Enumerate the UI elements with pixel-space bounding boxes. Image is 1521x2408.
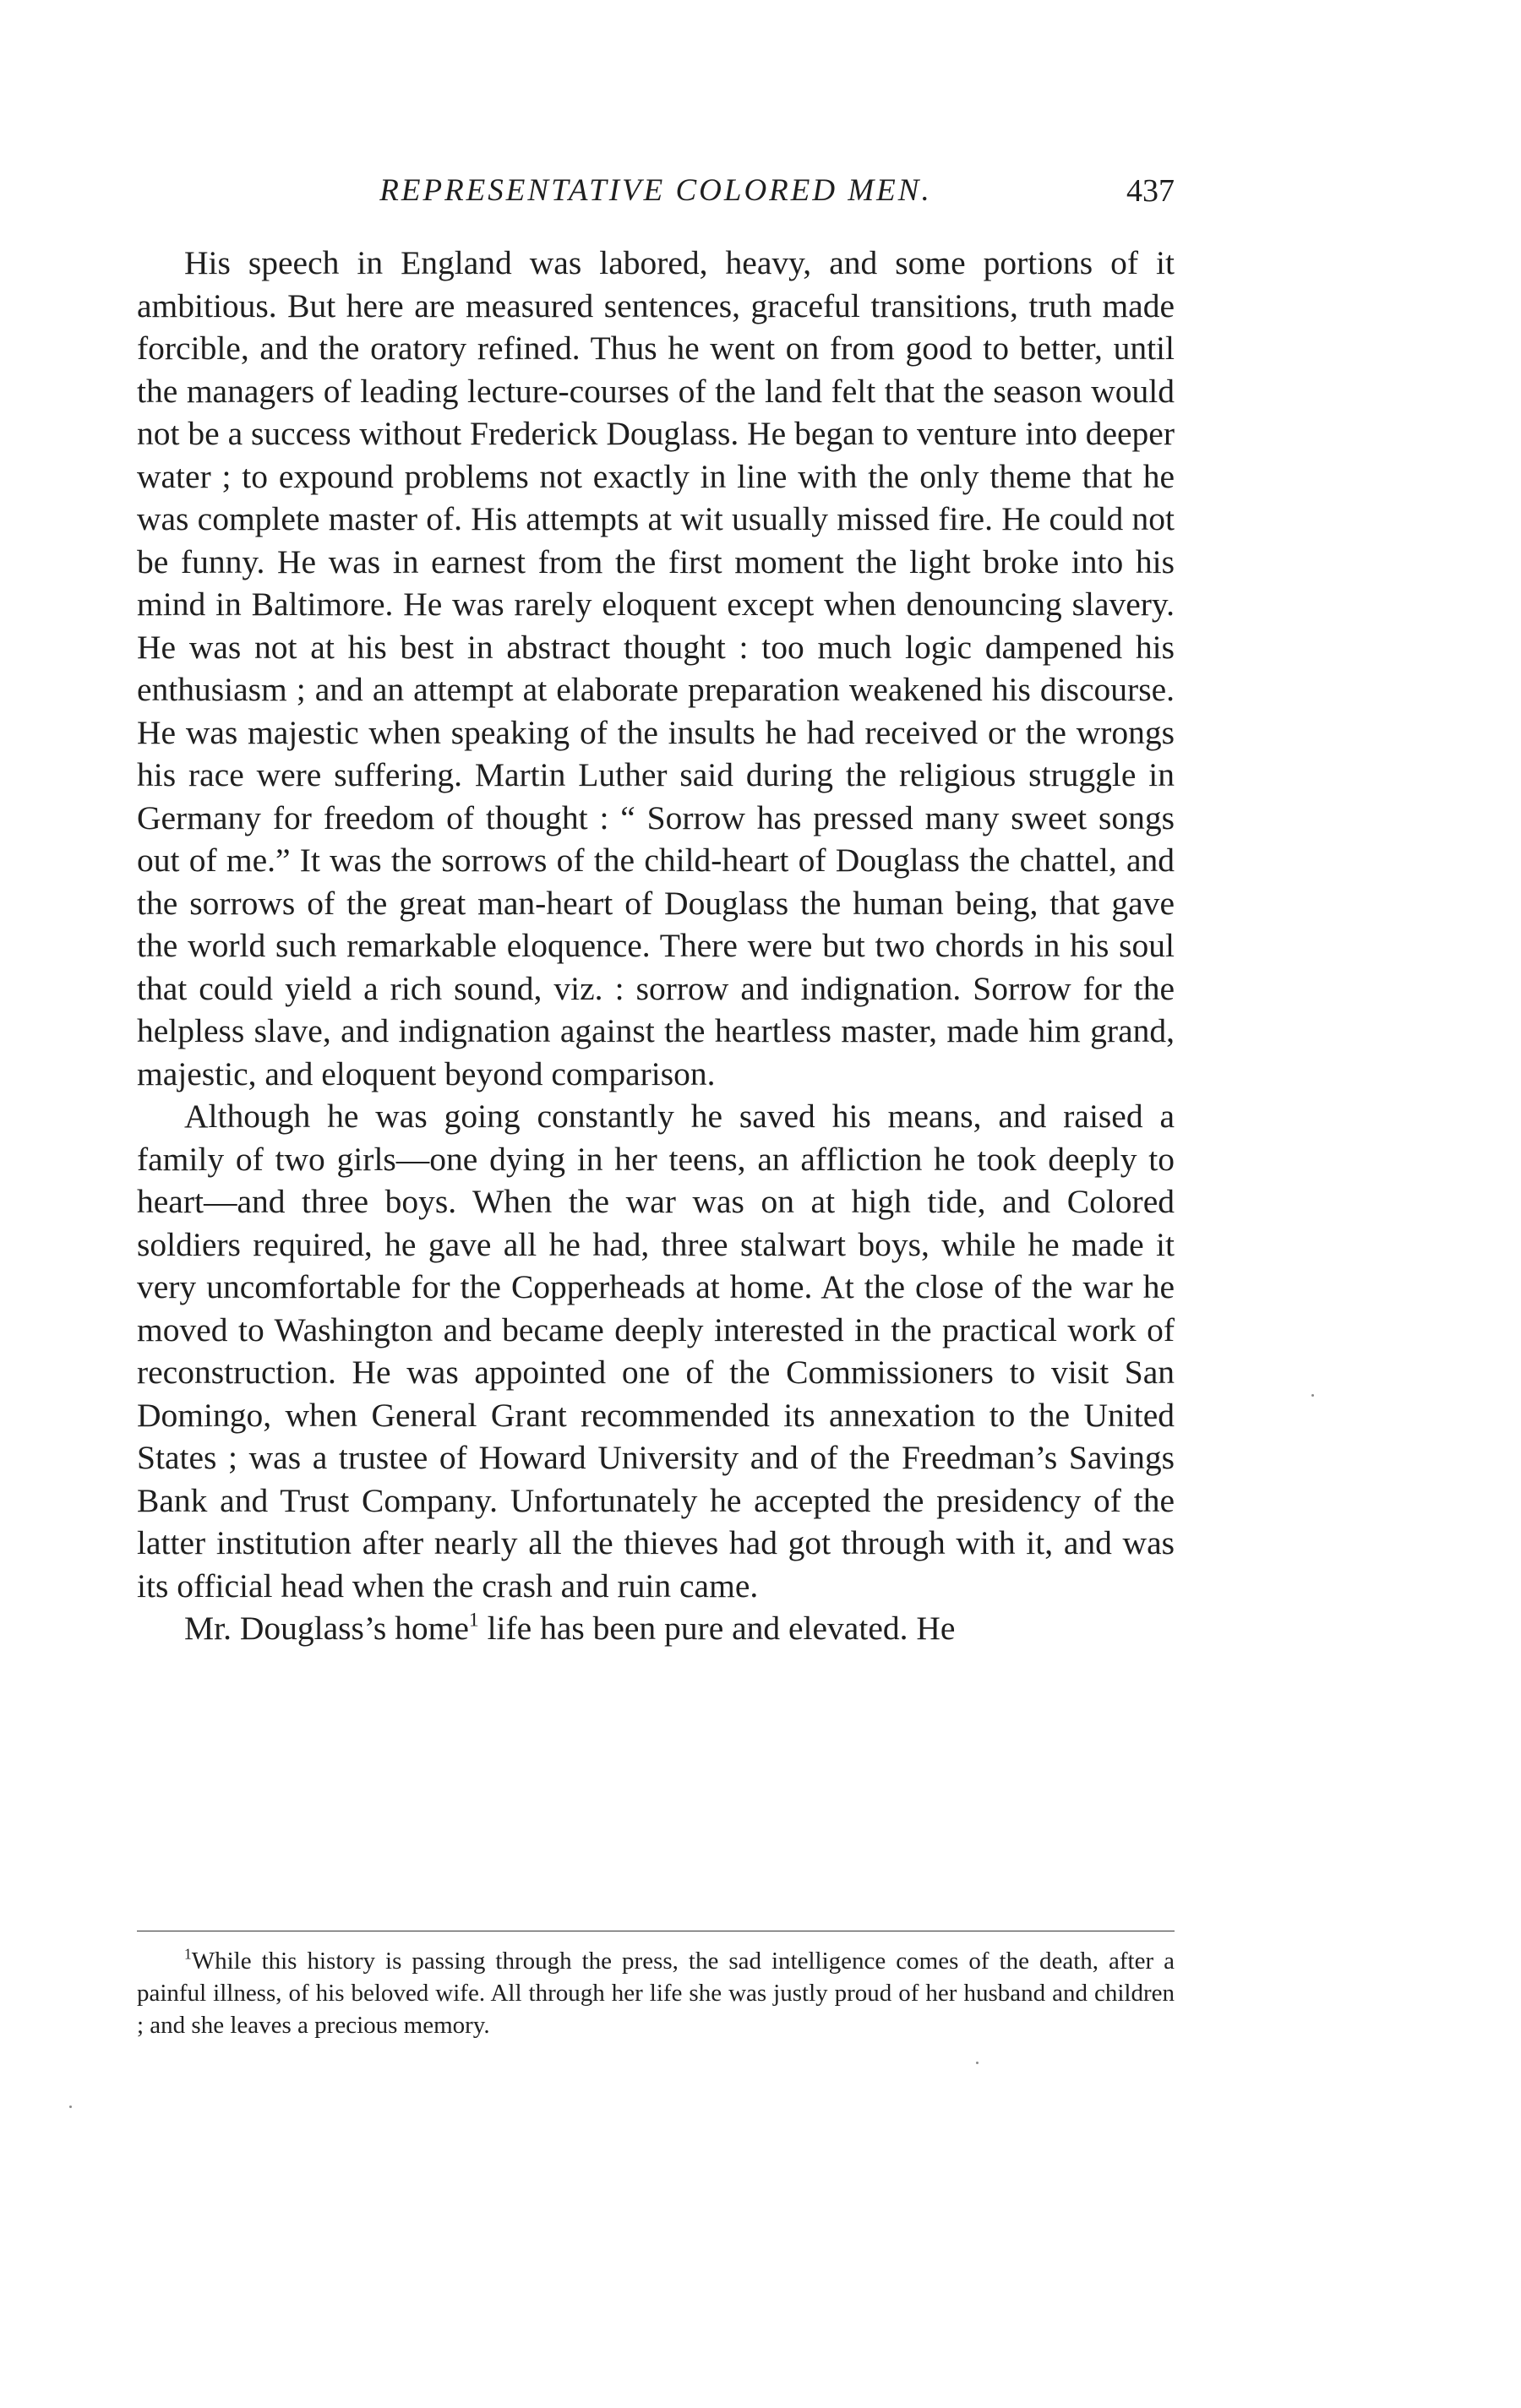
paper-speck — [976, 2062, 979, 2064]
running-head — [137, 166, 1175, 216]
paragraph-home-life-end: life has been pure and elevated. He — [478, 1610, 956, 1647]
body-text — [137, 242, 1175, 1650]
paragraph-speech-and-oratory: His speech in England was labored, heavy, and some portions of it ambitious. But here are measured sentences, graceful transitions, truth made forcible, and the oratory refined. Thus he went on from good to better, until the managers of leading lecture-courses of the land felt that the season would not be a success without Frederick Douglass. He began to venture into deeper water ; to expound problems not exactly in line with the only theme that he was complete master of. His attempts at wit usually missed fire. He could not be funny. He was in earnest from the first moment the light broke into his mind in Baltimore. He was rarely eloquent except when denouncing slavery. He was not at his best in abstract thought : too much logic dampened his enthusiasm ; and an attempt at elaborate preparation weakened his discourse. He was majestic when speaking of the insults he had received or the wrongs his race were suffering. Martin Luther said during the religious struggle in Germany for freedom of thought : “ Sorrow has pressed many sweet songs out of me.” It was the sorrows of the child-heart of Douglass the chattel, and the sorrows of the great man-heart of Douglass the human being, that gave the world such remarkable eloquence. There were but two chords in his soul that could yield a rich sound, viz. : sorrow and indignation. Sorrow for the helpless slave, and indignation against the heartless master, made him grand, majestic, and eloquent beyond comparison. — [137, 244, 1175, 1092]
paper-speck — [1311, 1394, 1314, 1397]
paragraph-family-and-career: Although he was going constantly he saved his means, and raised a family of two girls—one dying in her teens, an affliction he took deeply to heart—and three boys. When the war was on at high tide, and Colored soldiers required, he gave all he had, three stalwart boys, while he made it very uncomfortable for the Copperheads at home. At the close of the war he moved to Washington and became deeply interested in the practical work of reconstruction. He was appointed one of the Commissioners to visit San Domingo, when General Grant recommended its annexation to the United States ; was a trustee of Howard University and of the Freedman’s Savings Bank and Trust Company. Unfortunately he accepted the presidency of the latter institution after nearly all the thieves had got through with it, and was its official head when the crash and ruin came. — [137, 1098, 1175, 1604]
footnote-marker: 1 — [184, 1945, 192, 1963]
paragraph-home-life — [137, 1607, 1175, 1650]
footnote-text: While this history is passing through the press, the sad intelligence comes of the death, after a painful illness, of his beloved wife. All through her life she was justly proud of her husband and children ; and she leaves a precious memory. — [137, 1948, 1175, 2039]
paragraph-home-life-start: Mr. Douglass’s home — [184, 1610, 469, 1647]
paper-speck — [69, 2106, 72, 2108]
page-number: 437 — [1126, 173, 1175, 209]
footnote — [137, 1945, 1175, 2041]
running-title: REPRESENTATIVE COLORED MEN. — [379, 173, 932, 208]
footnote-reference: 1 — [468, 1609, 479, 1632]
